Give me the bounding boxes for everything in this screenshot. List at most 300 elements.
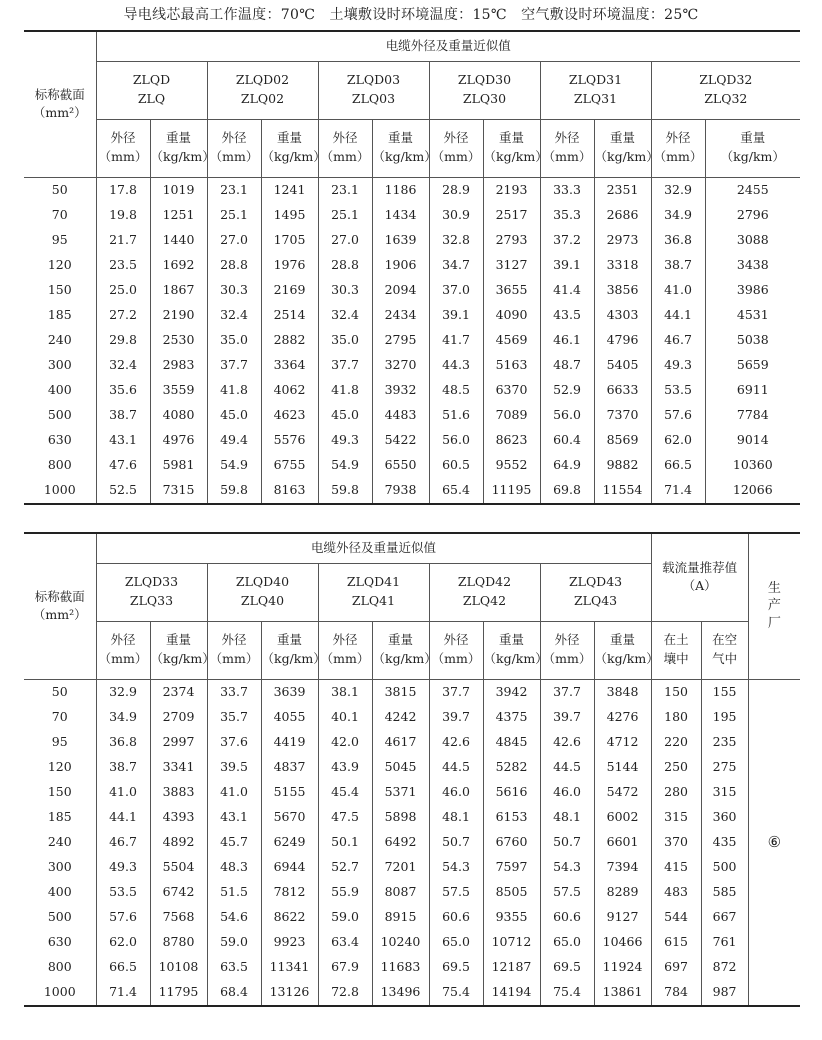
value-cell: 35.0	[207, 328, 261, 353]
value-cell: 3932	[372, 378, 429, 403]
value-cell: 7201	[372, 855, 429, 880]
section-cell: 70	[24, 705, 96, 730]
value-cell: 7089	[483, 403, 540, 428]
value-cell: 41.7	[429, 328, 483, 353]
value-cell: 1495	[261, 203, 318, 228]
value-cell: 44.1	[96, 805, 150, 830]
value-cell: 30.3	[318, 278, 372, 303]
od-header: 外径 （mm）	[540, 119, 594, 177]
value-cell: 150	[651, 679, 701, 705]
section-cell: 300	[24, 353, 96, 378]
weight-header: 重量 （kg/km）	[594, 119, 651, 177]
value-cell: 34.9	[96, 705, 150, 730]
value-cell: 9127	[594, 905, 651, 930]
value-cell: 220	[651, 730, 701, 755]
value-cell: 435	[701, 830, 748, 855]
value-cell: 44.1	[651, 303, 705, 328]
weight-header: 重量 （kg/km）	[705, 119, 800, 177]
value-cell: 56.0	[540, 403, 594, 428]
value-cell: 4531	[705, 303, 800, 328]
value-cell: 65.0	[540, 930, 594, 955]
section-cell: 240	[24, 830, 96, 855]
value-cell: 3559	[150, 378, 207, 403]
value-cell: 250	[651, 755, 701, 780]
value-cell: 39.5	[207, 755, 261, 780]
section-header: 标称截面 （mm²）	[24, 533, 96, 679]
value-cell: 9882	[594, 453, 651, 478]
value-cell: 59.0	[318, 905, 372, 930]
value-cell: 3438	[705, 253, 800, 278]
value-cell: 69.5	[429, 955, 483, 980]
value-cell: 35.7	[207, 705, 261, 730]
table-row	[24, 378, 800, 403]
value-cell: 7315	[150, 478, 207, 504]
value-cell: 75.4	[429, 980, 483, 1006]
value-cell: 13496	[372, 980, 429, 1006]
value-cell: 49.3	[96, 855, 150, 880]
value-cell: 7394	[594, 855, 651, 880]
value-cell: 2793	[483, 228, 540, 253]
in-air-header: 在空 气中	[701, 621, 748, 679]
value-cell: 4976	[150, 428, 207, 453]
value-cell: 3856	[594, 278, 651, 303]
section-cell: 50	[24, 177, 96, 203]
model-header: ZLQD02 ZLQ02	[207, 61, 318, 119]
value-cell: 55.9	[318, 880, 372, 905]
value-cell: 4080	[150, 403, 207, 428]
value-cell: 8289	[594, 880, 651, 905]
value-cell: 72.8	[318, 980, 372, 1006]
value-cell: 155	[701, 679, 748, 705]
value-cell: 36.8	[651, 228, 705, 253]
value-cell: 28.9	[429, 177, 483, 203]
model-header: ZLQD03 ZLQ03	[318, 61, 429, 119]
value-cell: 45.7	[207, 830, 261, 855]
value-cell: 2374	[150, 679, 207, 705]
value-cell: 7568	[150, 905, 207, 930]
value-cell: 57.6	[651, 403, 705, 428]
value-cell: 39.1	[540, 253, 594, 278]
section-cell: 400	[24, 880, 96, 905]
value-cell: 1639	[372, 228, 429, 253]
value-cell: 32.9	[651, 177, 705, 203]
value-cell: 37.7	[429, 679, 483, 705]
value-cell: 1186	[372, 177, 429, 203]
value-cell: 59.8	[207, 478, 261, 504]
value-cell: 42.0	[318, 730, 372, 755]
value-cell: 6492	[372, 830, 429, 855]
table-row	[24, 679, 800, 705]
value-cell: 65.0	[429, 930, 483, 955]
value-cell: 2094	[372, 278, 429, 303]
value-cell: 52.5	[96, 478, 150, 504]
value-cell: 11554	[594, 478, 651, 504]
value-cell: 585	[701, 880, 748, 905]
value-cell: 4055	[261, 705, 318, 730]
value-cell: 47.5	[318, 805, 372, 830]
value-cell: 38.7	[96, 755, 150, 780]
table-row	[24, 805, 800, 830]
value-cell: 14194	[483, 980, 540, 1006]
value-cell: 69.8	[540, 478, 594, 504]
value-cell: 50.1	[318, 830, 372, 855]
value-cell: 7370	[594, 403, 651, 428]
value-cell: 48.7	[540, 353, 594, 378]
value-cell: 29.8	[96, 328, 150, 353]
value-cell: 10360	[705, 453, 800, 478]
value-cell: 8163	[261, 478, 318, 504]
model-header: ZLQD33 ZLQ33	[96, 563, 207, 621]
section-cell: 300	[24, 855, 96, 880]
value-cell: 9923	[261, 930, 318, 955]
value-cell: 1906	[372, 253, 429, 278]
value-cell: 11924	[594, 955, 651, 980]
value-cell: 615	[651, 930, 701, 955]
value-cell: 9355	[483, 905, 540, 930]
value-cell: 57.5	[429, 880, 483, 905]
value-cell: 4483	[372, 403, 429, 428]
table-row	[24, 177, 800, 203]
ampacity-header: 载流量推荐值 （A）	[651, 533, 748, 621]
section-cell: 150	[24, 780, 96, 805]
od-header: 外径 （mm）	[318, 621, 372, 679]
value-cell: 60.6	[429, 905, 483, 930]
model-header: ZLQD ZLQ	[96, 61, 207, 119]
value-cell: 54.9	[207, 453, 261, 478]
value-cell: 28.8	[318, 253, 372, 278]
table-row	[24, 955, 800, 980]
value-cell: 3341	[150, 755, 207, 780]
value-cell: 10466	[594, 930, 651, 955]
value-cell: 71.4	[651, 478, 705, 504]
value-cell: 8915	[372, 905, 429, 930]
value-cell: 3318	[594, 253, 651, 278]
value-cell: 6742	[150, 880, 207, 905]
value-cell: 37.2	[540, 228, 594, 253]
value-cell: 43.1	[207, 805, 261, 830]
value-cell: 2514	[261, 303, 318, 328]
section-cell: 240	[24, 328, 96, 353]
od-header: 外径 （mm）	[651, 119, 705, 177]
weight-header: 重量 （kg/km）	[483, 119, 540, 177]
in-soil-header: 在土 壤中	[651, 621, 701, 679]
value-cell: 1434	[372, 203, 429, 228]
value-cell: 41.8	[207, 378, 261, 403]
value-cell: 37.7	[207, 353, 261, 378]
value-cell: 1705	[261, 228, 318, 253]
cable-table-1	[24, 30, 800, 505]
value-cell: 45.4	[318, 780, 372, 805]
value-cell: 4623	[261, 403, 318, 428]
value-cell: 39.7	[429, 705, 483, 730]
section-cell: 500	[24, 905, 96, 930]
table-row	[24, 730, 800, 755]
value-cell: 37.7	[540, 679, 594, 705]
value-cell: 48.1	[540, 805, 594, 830]
value-cell: 30.9	[429, 203, 483, 228]
value-cell: 235	[701, 730, 748, 755]
table-row	[24, 253, 800, 278]
value-cell: 11683	[372, 955, 429, 980]
table-row	[24, 780, 800, 805]
value-cell: 57.5	[540, 880, 594, 905]
value-cell: 23.1	[318, 177, 372, 203]
value-cell: 8780	[150, 930, 207, 955]
value-cell: 27.2	[96, 303, 150, 328]
value-cell: 3986	[705, 278, 800, 303]
value-cell: 46.0	[429, 780, 483, 805]
value-cell: 48.5	[429, 378, 483, 403]
value-cell: 2517	[483, 203, 540, 228]
table-row	[24, 353, 800, 378]
od-header: 外径 （mm）	[96, 621, 150, 679]
value-cell: 5576	[261, 428, 318, 453]
value-cell: 71.4	[96, 980, 150, 1006]
value-cell: 10108	[150, 955, 207, 980]
value-cell: 37.7	[318, 353, 372, 378]
value-cell: 52.9	[540, 378, 594, 403]
value-cell: 6755	[261, 453, 318, 478]
maker-header: 生产厂	[748, 533, 800, 679]
value-cell: 57.6	[96, 905, 150, 930]
value-cell: 483	[651, 880, 701, 905]
value-cell: 66.5	[651, 453, 705, 478]
approx-values-header: 电缆外径及重量近似值	[96, 31, 800, 61]
value-cell: 44.5	[429, 755, 483, 780]
section-cell: 800	[24, 955, 96, 980]
value-cell: 32.4	[318, 303, 372, 328]
value-cell: 987	[701, 980, 748, 1006]
value-cell: 2434	[372, 303, 429, 328]
value-cell: 59.0	[207, 930, 261, 955]
value-cell: 6370	[483, 378, 540, 403]
section-cell: 185	[24, 303, 96, 328]
od-header: 外径 （mm）	[429, 621, 483, 679]
value-cell: 50.7	[540, 830, 594, 855]
value-cell: 45.0	[207, 403, 261, 428]
value-cell: 41.0	[651, 278, 705, 303]
value-cell: 39.1	[429, 303, 483, 328]
value-cell: 62.0	[96, 930, 150, 955]
value-cell: 2796	[705, 203, 800, 228]
value-cell: 4837	[261, 755, 318, 780]
value-cell: 6601	[594, 830, 651, 855]
value-cell: 7938	[372, 478, 429, 504]
value-cell: 4419	[261, 730, 318, 755]
value-cell: 5405	[594, 353, 651, 378]
value-cell: 2169	[261, 278, 318, 303]
value-cell: 32.4	[207, 303, 261, 328]
value-cell: 41.4	[540, 278, 594, 303]
value-cell: 7784	[705, 403, 800, 428]
maker-code-cell: ⑥	[748, 679, 800, 1006]
value-cell: 62.0	[651, 428, 705, 453]
value-cell: 12066	[705, 478, 800, 504]
value-cell: 30.3	[207, 278, 261, 303]
approx-values-header: 电缆外径及重量近似值	[96, 533, 651, 563]
value-cell: 2997	[150, 730, 207, 755]
value-cell: 25.0	[96, 278, 150, 303]
value-cell: 5282	[483, 755, 540, 780]
value-cell: 63.5	[207, 955, 261, 980]
value-cell: 33.3	[540, 177, 594, 203]
value-cell: 5144	[594, 755, 651, 780]
value-cell: 5371	[372, 780, 429, 805]
value-cell: 2686	[594, 203, 651, 228]
value-cell: 415	[651, 855, 701, 880]
value-cell: 5472	[594, 780, 651, 805]
table-row	[24, 705, 800, 730]
value-cell: 4393	[150, 805, 207, 830]
value-cell: 2190	[150, 303, 207, 328]
value-cell: 46.0	[540, 780, 594, 805]
value-cell: 2983	[150, 353, 207, 378]
table-row	[24, 755, 800, 780]
value-cell: 10712	[483, 930, 540, 955]
value-cell: 33.7	[207, 679, 261, 705]
value-cell: 667	[701, 905, 748, 930]
weight-header: 重量 （kg/km）	[372, 119, 429, 177]
model-header: ZLQD42 ZLQ42	[429, 563, 540, 621]
value-cell: 42.6	[540, 730, 594, 755]
value-cell: 1019	[150, 177, 207, 203]
table-row	[24, 880, 800, 905]
table-row	[24, 228, 800, 253]
value-cell: 5163	[483, 353, 540, 378]
value-cell: 43.5	[540, 303, 594, 328]
model-header: ZLQD41 ZLQ41	[318, 563, 429, 621]
table-row	[24, 428, 800, 453]
value-cell: 37.6	[207, 730, 261, 755]
value-cell: 45.0	[318, 403, 372, 428]
value-cell: 544	[651, 905, 701, 930]
value-cell: 275	[701, 755, 748, 780]
value-cell: 53.5	[651, 378, 705, 403]
weight-header: 重量 （kg/km）	[372, 621, 429, 679]
value-cell: 3815	[372, 679, 429, 705]
value-cell: 51.6	[429, 403, 483, 428]
value-cell: 68.4	[207, 980, 261, 1006]
value-cell: 7597	[483, 855, 540, 880]
weight-header: 重量 （kg/km）	[594, 621, 651, 679]
value-cell: 60.6	[540, 905, 594, 930]
value-cell: 6944	[261, 855, 318, 880]
value-cell: 5045	[372, 755, 429, 780]
value-cell: 3655	[483, 278, 540, 303]
value-cell: 44.5	[540, 755, 594, 780]
value-cell: 65.4	[429, 478, 483, 504]
model-header: ZLQD40 ZLQ40	[207, 563, 318, 621]
value-cell: 3883	[150, 780, 207, 805]
value-cell: 5038	[705, 328, 800, 353]
weight-header: 重量 （kg/km）	[261, 621, 318, 679]
value-cell: 784	[651, 980, 701, 1006]
od-header: 外径 （mm）	[429, 119, 483, 177]
value-cell: 4276	[594, 705, 651, 730]
value-cell: 46.7	[651, 328, 705, 353]
model-header: ZLQD32 ZLQ32	[651, 61, 800, 119]
value-cell: 7812	[261, 880, 318, 905]
value-cell: 2882	[261, 328, 318, 353]
od-header: 外径 （mm）	[207, 119, 261, 177]
section-cell: 1000	[24, 478, 96, 504]
value-cell: 6550	[372, 453, 429, 478]
value-cell: 4796	[594, 328, 651, 353]
value-cell: 5659	[705, 353, 800, 378]
value-cell: 40.1	[318, 705, 372, 730]
value-cell: 8623	[483, 428, 540, 453]
cable-table-2	[24, 532, 800, 1007]
weight-header: 重量 （kg/km）	[261, 119, 318, 177]
value-cell: 6633	[594, 378, 651, 403]
value-cell: 13126	[261, 980, 318, 1006]
value-cell: 3088	[705, 228, 800, 253]
value-cell: 4569	[483, 328, 540, 353]
value-cell: 54.3	[540, 855, 594, 880]
table-row	[24, 855, 800, 880]
value-cell: 4617	[372, 730, 429, 755]
value-cell: 51.5	[207, 880, 261, 905]
value-cell: 63.4	[318, 930, 372, 955]
value-cell: 60.5	[429, 453, 483, 478]
value-cell: 23.1	[207, 177, 261, 203]
value-cell: 44.3	[429, 353, 483, 378]
od-header: 外径 （mm）	[207, 621, 261, 679]
value-cell: 11795	[150, 980, 207, 1006]
value-cell: 8569	[594, 428, 651, 453]
table-row	[24, 453, 800, 478]
value-cell: 5670	[261, 805, 318, 830]
value-cell: 3127	[483, 253, 540, 278]
value-cell: 9552	[483, 453, 540, 478]
table-row	[24, 328, 800, 353]
value-cell: 280	[651, 780, 701, 805]
table-row	[24, 303, 800, 328]
value-cell: 49.3	[318, 428, 372, 453]
value-cell: 6760	[483, 830, 540, 855]
value-cell: 41.8	[318, 378, 372, 403]
section-cell: 95	[24, 228, 96, 253]
section-cell: 95	[24, 730, 96, 755]
section-header: 标称截面 （mm²）	[24, 31, 96, 177]
value-cell: 54.9	[318, 453, 372, 478]
value-cell: 9014	[705, 428, 800, 453]
weight-header: 重量 （kg/km）	[150, 621, 207, 679]
value-cell: 872	[701, 955, 748, 980]
value-cell: 38.7	[96, 403, 150, 428]
value-cell: 1251	[150, 203, 207, 228]
value-cell: 13861	[594, 980, 651, 1006]
section-cell: 120	[24, 755, 96, 780]
value-cell: 41.0	[207, 780, 261, 805]
value-cell: 1692	[150, 253, 207, 278]
value-cell: 4062	[261, 378, 318, 403]
value-cell: 64.9	[540, 453, 594, 478]
table-row	[24, 980, 800, 1006]
value-cell: 5981	[150, 453, 207, 478]
value-cell: 6249	[261, 830, 318, 855]
model-header: ZLQD43 ZLQ43	[540, 563, 651, 621]
value-cell: 59.8	[318, 478, 372, 504]
value-cell: 50.7	[429, 830, 483, 855]
section-cell: 150	[24, 278, 96, 303]
value-cell: 46.7	[96, 830, 150, 855]
value-cell: 6002	[594, 805, 651, 830]
value-cell: 11341	[261, 955, 318, 980]
table-row	[24, 830, 800, 855]
value-cell: 32.4	[96, 353, 150, 378]
value-cell: 2351	[594, 177, 651, 203]
